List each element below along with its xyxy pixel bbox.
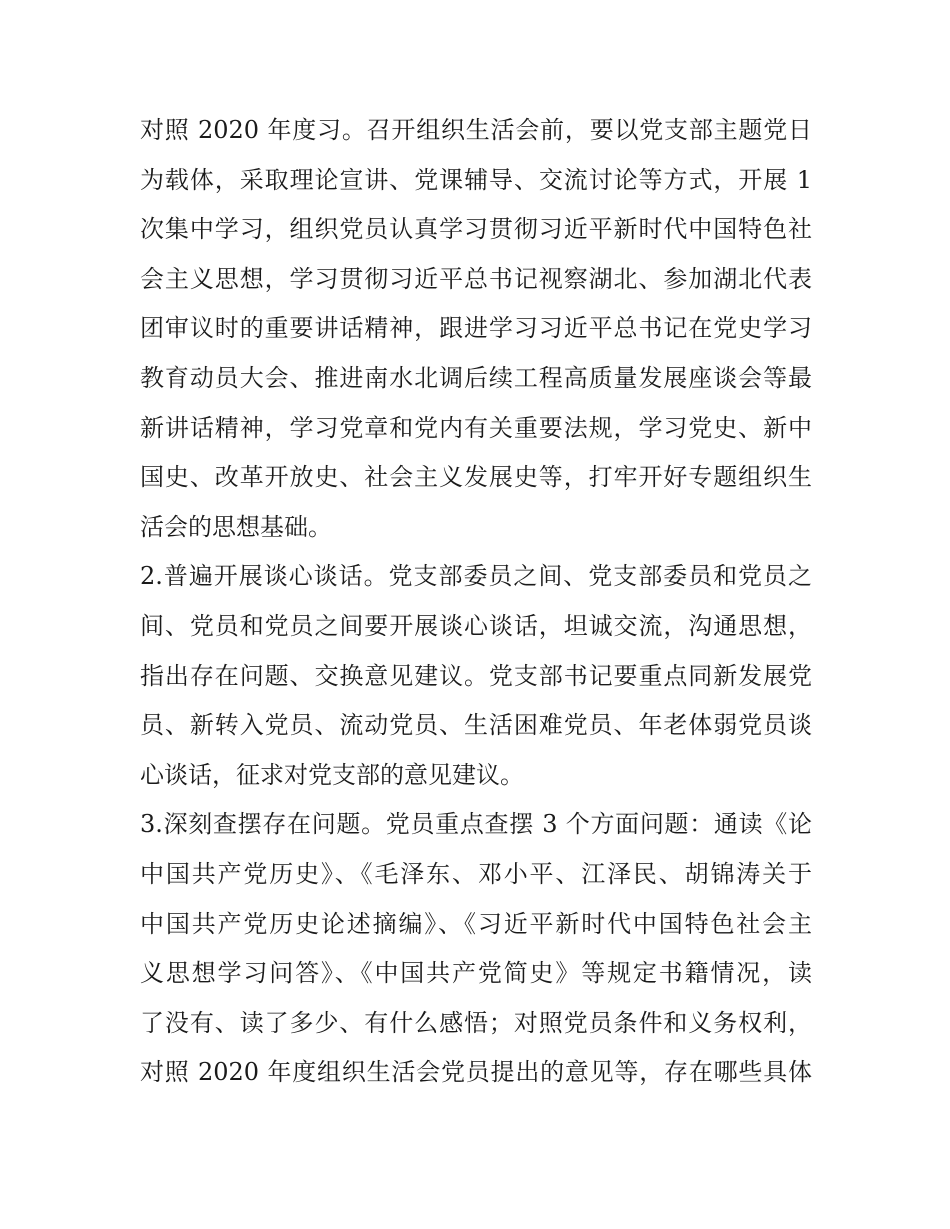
text-line: 中国共产党历史论述摘编》、《习近平新时代中国特色社会主: [140, 909, 812, 938]
text-line: 3.深刻查摆存在问题。党员重点查摆 3 个方面问题：通读《论: [140, 810, 812, 839]
text-line: 义思想学习问答》、《中国共产党简史》等规定书籍情况，读: [140, 959, 812, 988]
text-line: 会主义思想，学习贯彻习近平总书记视察湖北、参加湖北代表: [140, 264, 812, 293]
paragraph-1: [140, 106, 812, 552]
text-line: 中国共产党历史》、《毛泽东、邓小平、江泽民、胡锦涛关于: [140, 859, 812, 888]
text-line: 指出存在问题、交换意见建议。党支部书记要重点同新发展党: [140, 661, 812, 690]
text-line: 间、党员和党员之间要开展谈心谈话，坦诚交流，沟通思想，: [140, 611, 812, 640]
paragraph-3: [140, 800, 812, 1098]
text-line: 新讲话精神，学习党章和党内有关重要法规，学习党史、新中: [140, 413, 812, 442]
text-line: 次集中学习，组织党员认真学习贯彻习近平新时代中国特色社: [140, 215, 812, 244]
text-line: 2.普遍开展谈心谈话。党支部委员之间、党支部委员和党员之: [140, 562, 812, 591]
document-body: [140, 106, 812, 1098]
text-line: 心谈话，征求对党支部的意见建议。: [140, 760, 524, 789]
text-line: 活会的思想基础。: [140, 512, 332, 541]
text-line: 团审议时的重要讲话精神，跟进学习习近平总书记在党史学习: [140, 314, 812, 343]
text-line: 对照 2020 年度组织生活会党员提出的意见等，存在哪些具体: [140, 1058, 812, 1087]
text-line: 为载体，采取理论宣讲、党课辅导、交流讨论等方式，开展 1: [140, 165, 812, 194]
text-line: 员、新转入党员、流动党员、生活困难党员、年老体弱党员谈: [140, 711, 812, 740]
text-line: 教育动员大会、推进南水北调后续工程高质量发展座谈会等最: [140, 363, 812, 392]
paragraph-2: [140, 552, 812, 800]
text-line: 国史、改革开放史、社会主义发展史等，打牢开好专题组织生: [140, 463, 812, 492]
text-line: 对照 2020 年度习。召开组织生活会前，要以党支部主题党日: [140, 116, 812, 144]
text-line: 了没有、读了多少、有什么感悟；对照党员条件和义务权利，: [140, 1008, 812, 1037]
